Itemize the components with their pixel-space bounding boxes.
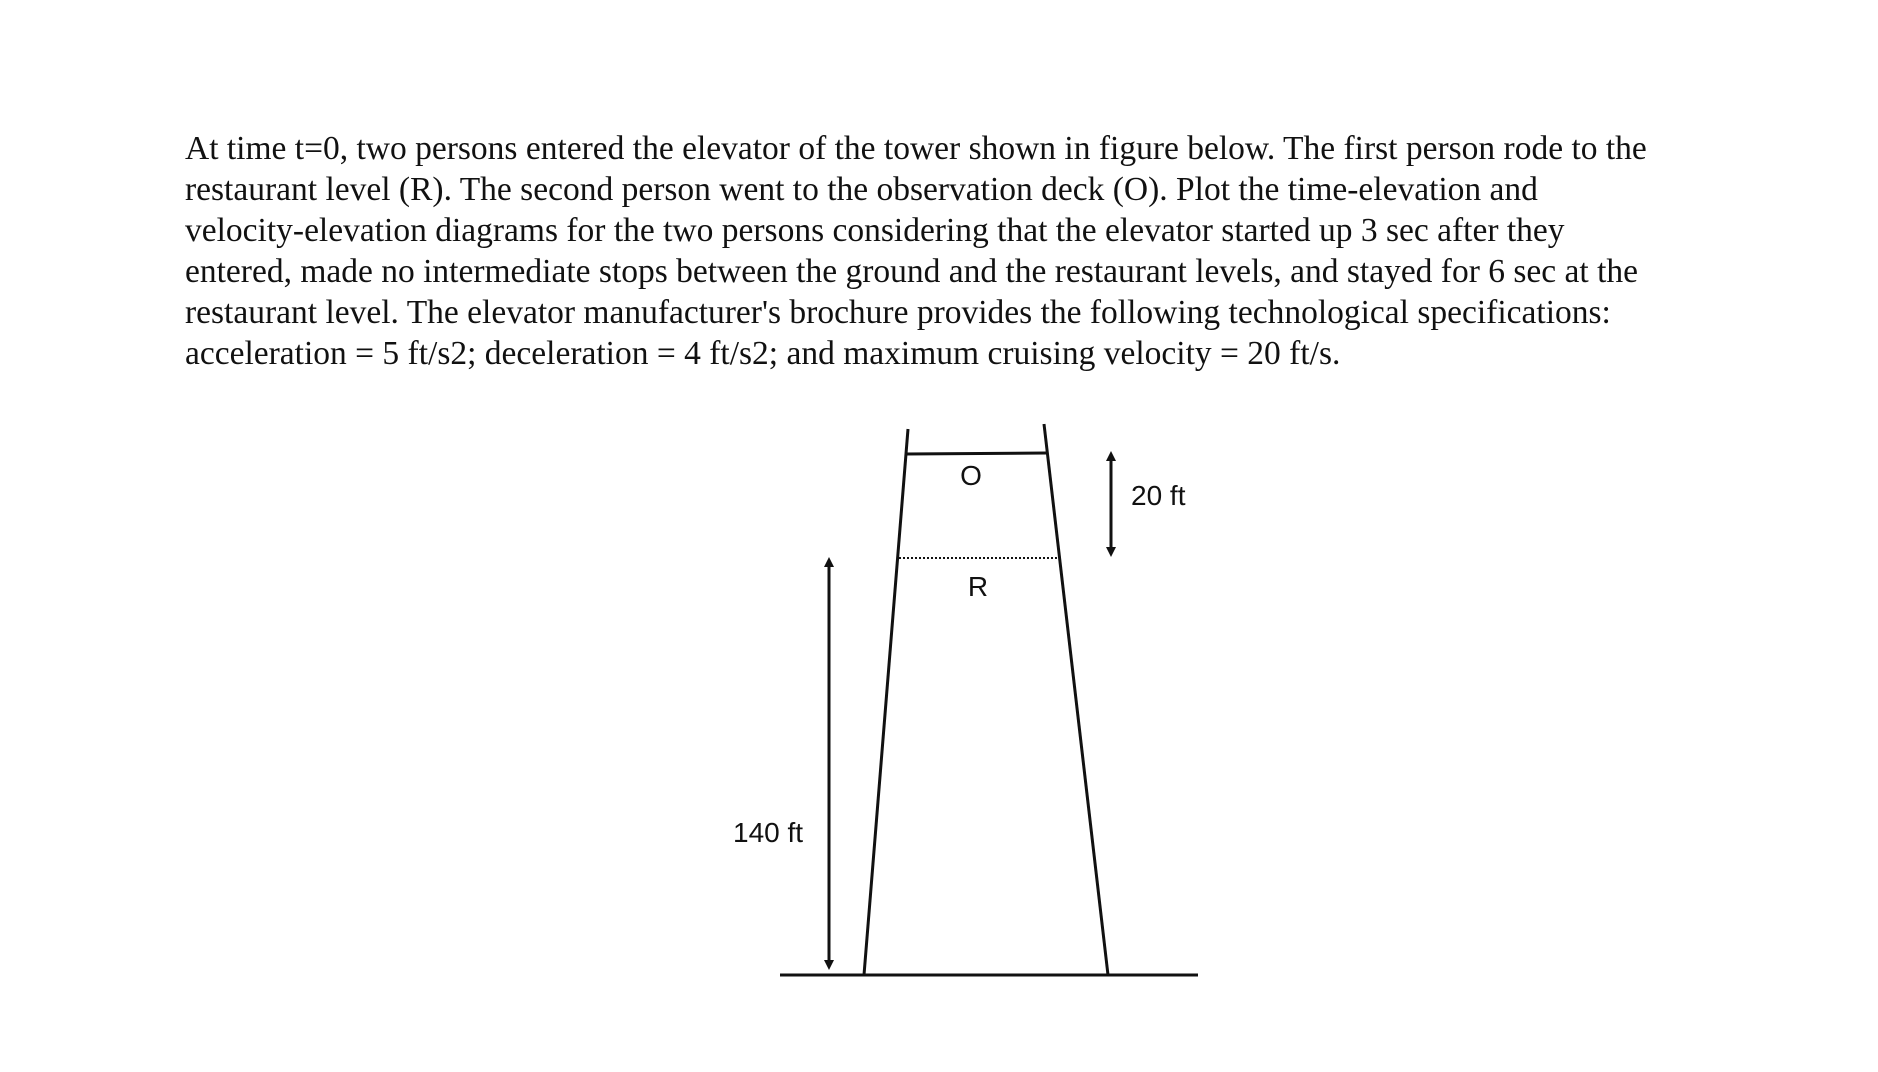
problem-line-4: entered, made no intermediate stops between the ground and the restaurant levels, and stayed for 6 sec at the	[185, 253, 1638, 290]
problem-line-6: acceleration = 5 ft/s2; deceleration = 4 ft/s2; and maximum cruising velocity = 20 ft/s.	[185, 335, 1341, 372]
observation-deck-line	[906, 453, 1047, 454]
problem-line-2: restaurant level (R). The second person went to the observation deck (O). Plot the time-elevation and	[185, 171, 1538, 208]
tower-right-wall	[1044, 424, 1108, 975]
problem-line-5: restaurant level. The elevator manufacturer's brochure provides the following technological specifications:	[185, 294, 1611, 331]
problem-line-3: velocity-elevation diagrams for the two persons considering that the elevator started up 3 sec after they	[185, 212, 1565, 249]
height-dimension-label: 140 ft	[733, 817, 804, 848]
restaurant-label: R	[967, 571, 989, 602]
problem-line-1: At time t=0, two persons entered the elevator of the tower shown in figure below. The first person rode to the	[185, 130, 1647, 167]
observation-label: O	[960, 460, 982, 491]
deck-dimension-label: 20 ft	[1131, 480, 1186, 511]
tower-left-wall	[864, 429, 908, 975]
